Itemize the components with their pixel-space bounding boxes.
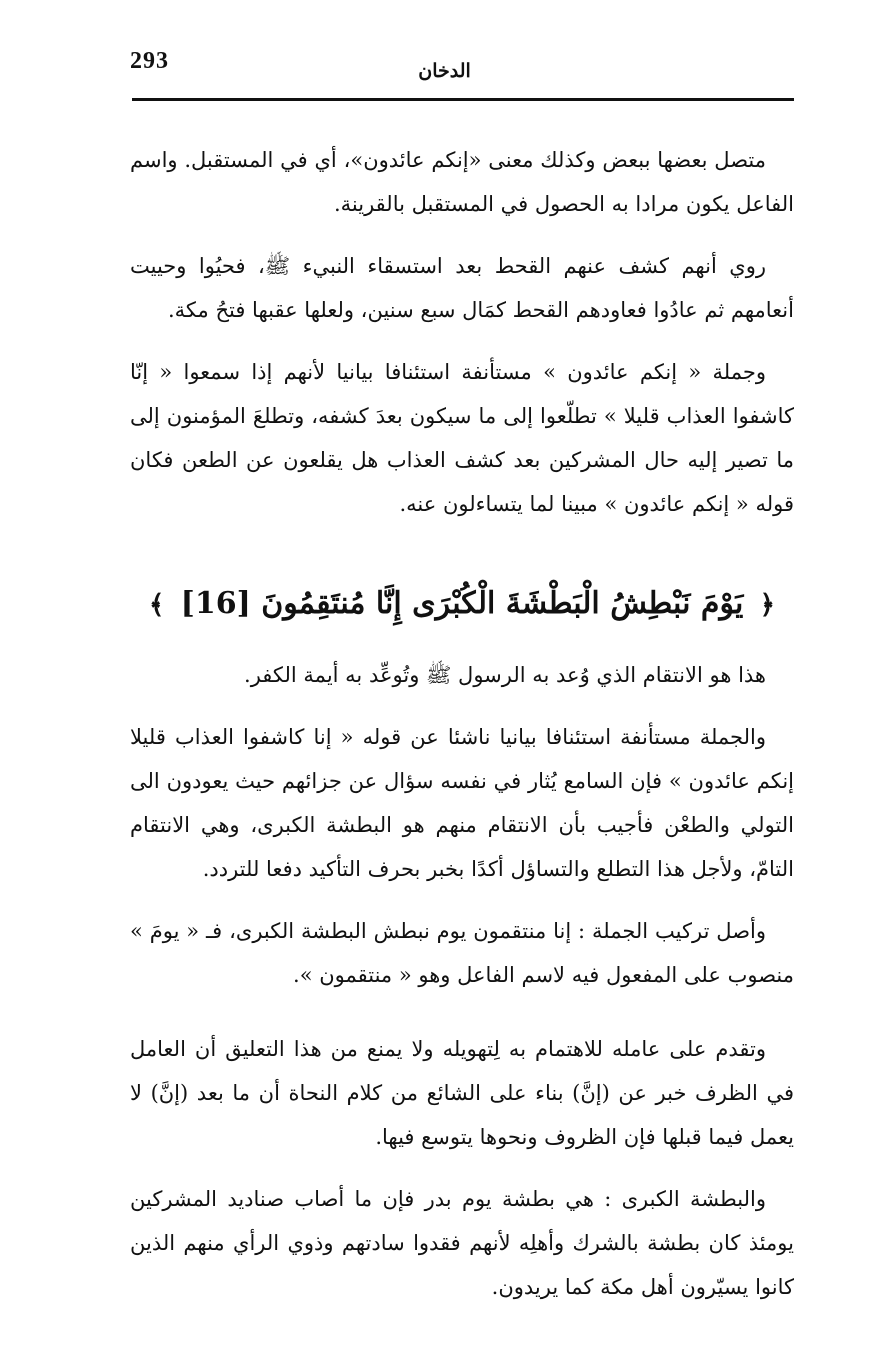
paragraph: والجملة مستأنفة استئنافا بيانيا ناشئا عن قوله « إنا كاشفوا العذاب قليلا إنكم عائدون » فإن السامع يُثار في نفسه سؤال عن جزائهم حيث يعودون الى التولي والطعْن فأجيب بأن الانتقام منهم هو البطشة الكبرى، وهي الانتقام التامّ، ولأجل هذا التطلع والتساؤل أكدًا بخبر بحرف التأكيد دفعا للتردد. — [130, 725, 794, 881]
paragraph: متصل بعضها ببعض وكذلك معنى «إنكم عائدون»، أي في المستقبل. واسم الفاعل يكون مرادا به الحصول في المستقبل بالقرينة. — [130, 148, 794, 216]
paragraph: هذا هو الانتقام الذي وُعد به الرسول ﷺ وتُوعِّد به أيمة الكفر. — [244, 663, 766, 687]
paragraph: والبطشة الكبرى : هي بطشة يوم بدر فإن ما أصاب صناديد المشركين يومئذ كان بطشة بالشرك وأهلِه لأنهم فقدوا سادتهم وذوي الرأي منهم الذين كانوا يسيّرون أهل مكة كما يريدون. — [130, 1187, 794, 1299]
header-rule — [132, 98, 794, 101]
paragraph: روي أنهم كشف عنهم القحط بعد استسقاء النبيء ﷺ، فحيُوا وحييت أنعامهم ثم عادُوا فعاودهم القحط كمَال سبع سنين، ولعلها عقبها فتحُ مكة. — [130, 254, 794, 322]
paragraph: وجملة « إنكم عائدون » مستأنفة استئنافا بيانيا لأنهم إذا سمعوا « إنّا كاشفوا العذاب قليلا » تطلّعوا إلى ما سيكون بعدَ كشفه، وتطلعَ المؤمنون إلى ما تصير إليه حال المشركين بعد كشف العذاب هل يقلعون عن الطعن فكان قوله « إنكم عائدون » مبينا لما يتساءلون عنه. — [130, 360, 794, 516]
page-number: 293 — [130, 48, 169, 74]
verse-text: يَوْمَ نَبْطِشُ الْبَطْشَةَ الْكُبْرَى إِنَّا مُنتَقِمُونَ [16] — [180, 586, 744, 621]
page-body — [130, 138, 794, 1327]
quran-verse — [130, 574, 794, 635]
verse-close-bracket: ﴾ — [148, 590, 165, 620]
paragraph: وأصل تركيب الجملة : إنا منتقمون يوم نبطش البطشة الكبرى، فـ « يومَ » منصوب على المفعول فيه لاسم الفاعل وهو « منتقمون ». — [130, 919, 794, 987]
running-title: الدخان — [418, 60, 471, 82]
paragraph: وتقدم على عامله للاهتمام به لِتهويله ولا يمنع من هذا التعليق أن العامل في الظرف خبر عن (إنَّ) بناء على الشائع من كلام النحاة أن ما بعد (إنَّ) لا يعمل فيما قبلها فإن الظروف ونحوها يتوسع فيها. — [130, 1037, 794, 1149]
verse-open-bracket: ﴿ — [759, 590, 776, 620]
